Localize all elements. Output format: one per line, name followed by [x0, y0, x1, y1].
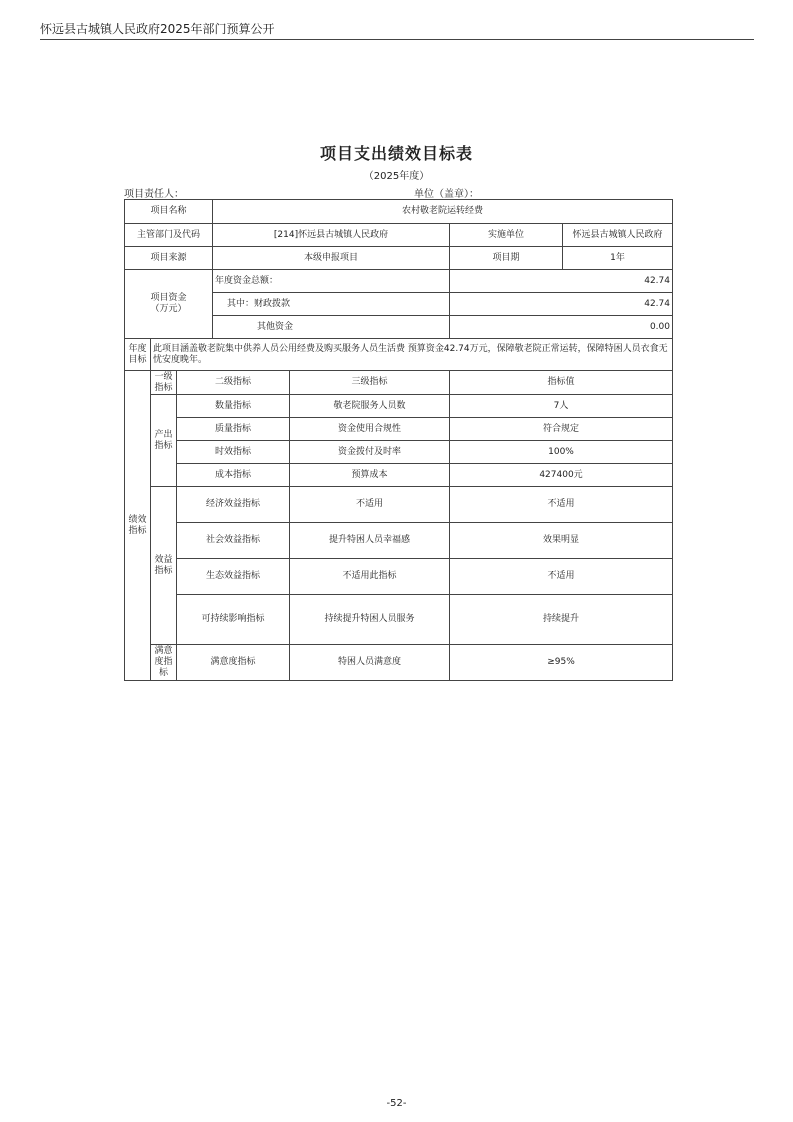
funds-label: 项目资金 （万元） — [125, 270, 213, 339]
indicator-value: 不适用 — [450, 559, 673, 595]
indicator-l2: 成本指标 — [177, 464, 290, 487]
other-funds-value: 0.00 — [450, 316, 673, 339]
indicator-value: 427400元 — [450, 464, 673, 487]
annual-goal-label: 年度目标 — [125, 339, 151, 371]
impl-value: 怀远县古城镇人民政府 — [563, 224, 673, 247]
period-value: 1年 — [563, 247, 673, 270]
annual-funds-label: 年度资金总额： — [213, 270, 450, 293]
indicator-value: 7人 — [450, 395, 673, 418]
source-value: 本级申报项目 — [213, 247, 450, 270]
indicator-l3: 敬老院服务人员数 — [290, 395, 450, 418]
indicator-l2: 社会效益指标 — [177, 523, 290, 559]
dept-label: 主管部门及代码 — [125, 224, 213, 247]
page-header: 怀远县古城镇人民政府2025年部门预算公开 — [40, 22, 275, 36]
impl-label: 实施单位 — [450, 224, 563, 247]
table-title: 项目支出绩效目标表 — [319, 144, 473, 163]
annual-goal-text: 此项目涵盖敬老院集中供养人员公用经费及购买服务人员生活费 预算资金42.74万元，保障敬老院正常运转，保障特困人员衣食无忧安度晚年。 — [151, 339, 673, 371]
page-number: -52- — [386, 1098, 407, 1109]
indicator-l3: 提升特困人员幸福感 — [290, 523, 450, 559]
indicator-l2: 可持续影响指标 — [177, 595, 290, 645]
unit-label: 单位（盖章）： — [414, 189, 479, 200]
indicator-l3: 持续提升特困人员服务 — [290, 595, 450, 645]
indicator-value: 符合规定 — [450, 418, 673, 441]
indicator-l2: 经济效益指标 — [177, 487, 290, 523]
responsible-label: 项目责任人： — [124, 189, 184, 200]
indicator-value: 持续提升 — [450, 595, 673, 645]
indicator-l3: 资金使用合规性 — [290, 418, 450, 441]
fiscal-funds-label: 其中：财政拨款 — [213, 293, 450, 316]
indicator-value: ≥95% — [450, 645, 673, 681]
benefit-indicator-label: 效益指标 — [151, 487, 177, 645]
header-divider — [40, 39, 754, 40]
value-header: 指标值 — [450, 371, 673, 395]
indicator-l3: 特困人员满意度 — [290, 645, 450, 681]
performance-table — [124, 199, 673, 681]
indicator-l2: 时效指标 — [177, 441, 290, 464]
dept-value: [214]怀远县古城镇人民政府 — [213, 224, 450, 247]
satisfaction-indicator-label: 满意度指标 — [151, 645, 177, 681]
indicator-l3: 不适用此指标 — [290, 559, 450, 595]
level3-header: 三级指标 — [290, 371, 450, 395]
project-name-value: 农村敬老院运转经费 — [213, 200, 673, 224]
level2-header: 二级指标 — [177, 371, 290, 395]
period-label: 项目期 — [450, 247, 563, 270]
indicator-l3: 预算成本 — [290, 464, 450, 487]
indicator-l3: 资金拨付及时率 — [290, 441, 450, 464]
fiscal-funds-value: 42.74 — [450, 293, 673, 316]
indicator-l3: 不适用 — [290, 487, 450, 523]
indicator-l2: 质量指标 — [177, 418, 290, 441]
indicator-l2: 生态效益指标 — [177, 559, 290, 595]
indicator-value: 100% — [450, 441, 673, 464]
indicator-value: 不适用 — [450, 487, 673, 523]
indicator-value: 效果明显 — [450, 523, 673, 559]
annual-funds-value: 42.74 — [450, 270, 673, 293]
perf-indicator-label: 绩效指标 — [125, 371, 151, 681]
indicator-l2: 数量指标 — [177, 395, 290, 418]
table-year: （2025年度） — [363, 171, 430, 182]
project-name-label: 项目名称 — [125, 200, 213, 224]
source-label: 项目来源 — [125, 247, 213, 270]
indicator-l2: 满意度指标 — [177, 645, 290, 681]
other-funds-label: 其他资金 — [213, 316, 450, 339]
level1-header: 一级指标 — [151, 371, 177, 395]
output-indicator-label: 产出指标 — [151, 395, 177, 487]
